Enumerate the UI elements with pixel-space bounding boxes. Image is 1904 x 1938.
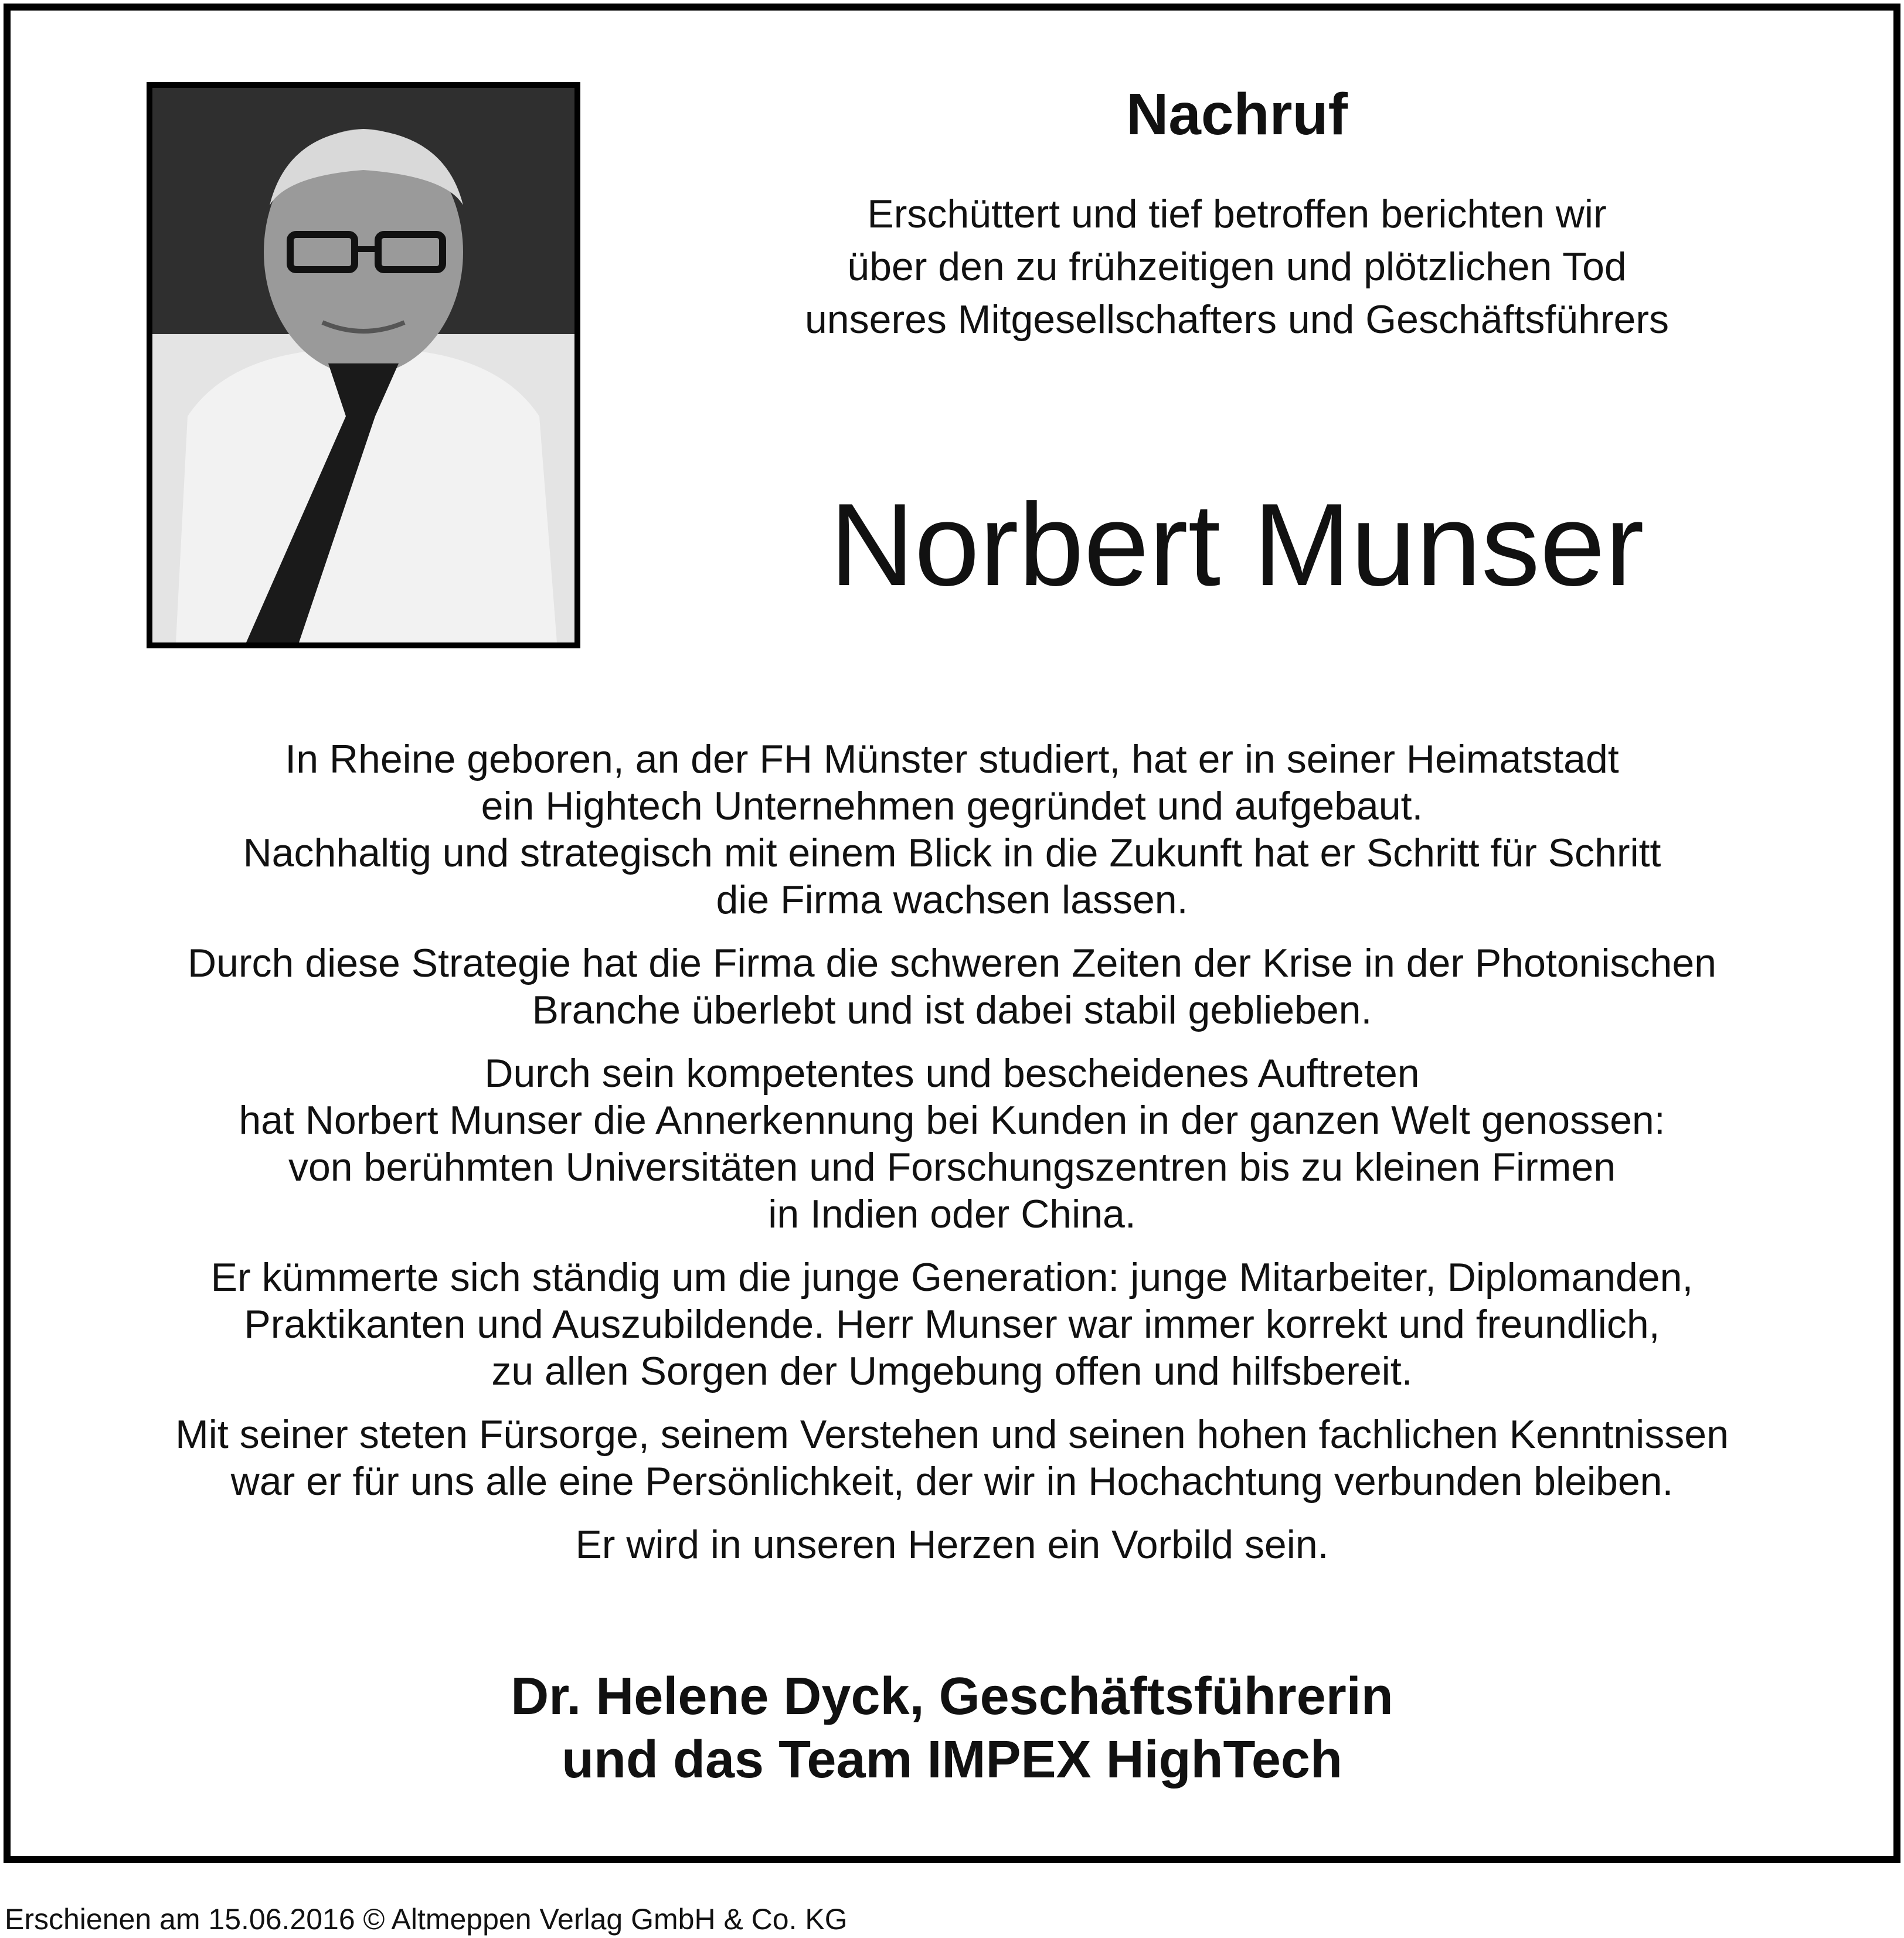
obituary-body: [76, 736, 1828, 1585]
body-paragraph: Mit seiner steten Fürsorge, seinem Verstehen und seinen hohen fachlichen Kenntnissen war er für uns alle eine Persönlichkeit, der wir in Hochachtung verbunden bleiben.: [175, 1412, 1729, 1504]
signature-block: [76, 1665, 1828, 1791]
body-paragraph: Durch sein kompetentes und bescheidenes Auftreten hat Norbert Munser die Annerkennung bei Kunden in der ganzen Welt genossen: von berühmten Universitäten und Forschungszentren bis zu kleinen Firmen in Indien oder China.: [239, 1051, 1665, 1236]
body-paragraph: In Rheine geboren, an der FH Münster studiert, hat er in seiner Heimatstadt ein Hightech Unternehmen gegründet und aufgebaut. Nachhaltig und strategisch mit einem Blick in die Zukunft hat er Schritt für Schritt die Firma wachsen lassen.: [243, 737, 1661, 922]
body-paragraph: Durch diese Strategie hat die Firma die schweren Zeiten der Krise in der Photonischen Branche überlebt und ist dabei stabil geblieben.: [187, 941, 1716, 1032]
signature-line-1: Dr. Helene Dyck, Geschäftsführerin: [511, 1667, 1393, 1726]
deceased-name: Norbert Munser: [829, 480, 1644, 610]
body-paragraph: Er wird in unseren Herzen ein Vorbild sein.: [575, 1522, 1329, 1567]
portrait-image: [152, 88, 574, 642]
obituary-heading: Nachruf: [1126, 81, 1348, 147]
portrait-photo: [147, 82, 580, 648]
signature-line-2: und das Team IMPEX HighTech: [562, 1730, 1342, 1789]
publication-footer: Erschienen am 15.06.2016 © Altmeppen Verlag GmbH & Co. KG: [5, 1903, 848, 1936]
body-paragraph: Er kümmerte sich ständig um die junge Generation: junge Mitarbeiter, Diplomanden, Praktikanten und Auszubildende. Herr Munser war immer korrekt und freundlich, zu allen Sorgen der Umgebung offen und hilfsbereit.: [210, 1255, 1694, 1393]
intro-text: Erschüttert und tief betroffen berichten wir über den zu frühzeitigen und plötzlichen Tod unseres Mitgesellschafters und Geschäftsführers: [804, 192, 1670, 342]
